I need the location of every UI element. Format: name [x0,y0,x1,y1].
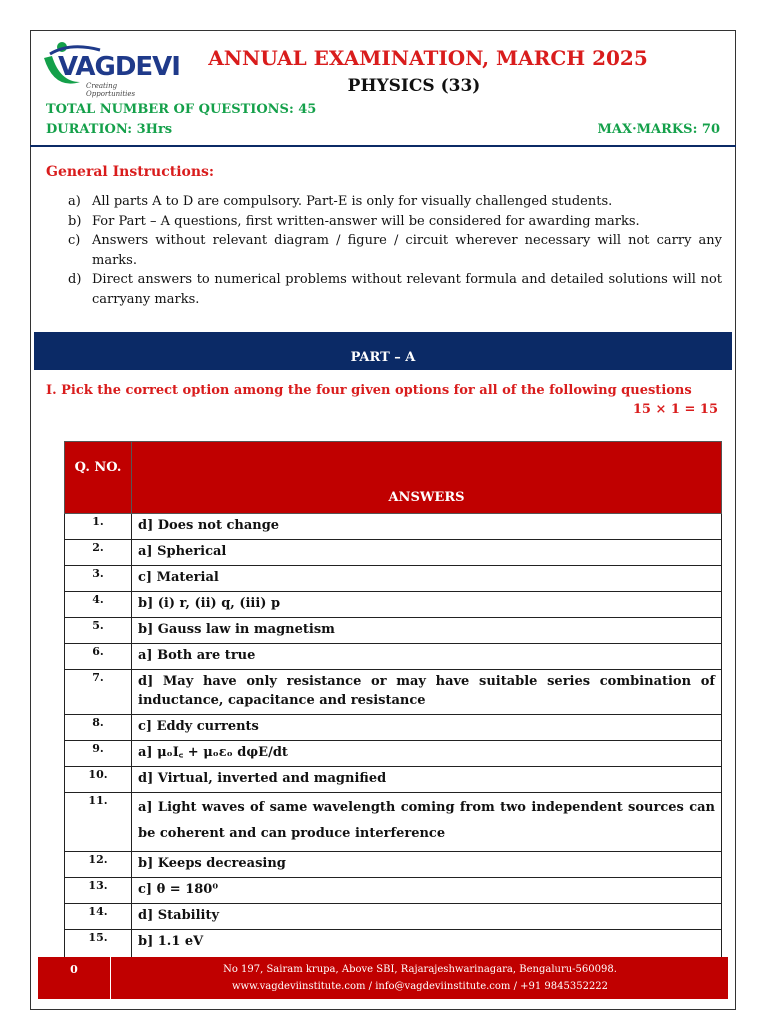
question-number: 11. [65,793,132,852]
page-number: 0 [38,957,111,999]
question-number: 4. [65,592,132,618]
instruction-letter: b) [68,213,82,229]
logo-text: VAGDEVI [58,52,180,82]
header-divider [30,145,736,147]
answer-cell: a] Both are true [132,644,722,670]
question-heading: I. Pick the correct option among the four given options for all of the following questions [46,383,692,398]
question-number: 9. [65,741,132,767]
answer-cell: c] θ = 180⁰ [132,878,722,904]
exam-title: ANNUAL EXAMINATION, MARCH 2025 [208,46,648,70]
instruction-item [46,270,722,309]
table-row [65,878,722,904]
question-number: 2. [65,540,132,566]
table-row [65,793,722,852]
question-number: 3. [65,566,132,592]
answer-cell: c] Material [132,566,722,592]
question-number: 7. [65,670,132,715]
question-number: 8. [65,715,132,741]
instruction-item [46,192,722,212]
question-number: 12. [65,852,132,878]
question-number: 5. [65,618,132,644]
answer-cell: b] Gauss law in magnetism [132,618,722,644]
question-number: 13. [65,878,132,904]
answer-cell: a] Light waves of same wavelength coming from two independent sources can be coherent and can produce interference [132,793,722,852]
answer-cell: d] Stability [132,904,722,930]
instruction-letter: c) [68,233,81,248]
answer-cell: b] (i) r, (ii) q, (iii) p [132,592,722,618]
table-row [65,566,722,592]
column-header-answers: ANSWERS [132,442,722,514]
logo-tagline: Creating Opportunities [86,82,136,98]
table-row [65,741,722,767]
instruction-letter: a) [68,194,81,209]
answer-cell: d] Virtual, inverted and magnified [132,767,722,793]
question-number: 14. [65,904,132,930]
table-row [65,540,722,566]
answer-cell: b] Keeps decreasing [132,852,722,878]
answers-table [64,441,722,962]
question-marks: 15 × 1 = 15 [632,402,718,417]
instructions-list [46,192,722,309]
table-row [65,618,722,644]
table-row [65,767,722,793]
column-header-qno: Q. NO. [65,442,132,514]
instruction-item [46,231,722,270]
instruction-item [46,212,722,232]
question-number: 10. [65,767,132,793]
table-row [65,670,722,715]
instruction-text: All parts A to D are compulsory. Part-E is only for visually challenged students. [92,194,613,209]
table-row [65,514,722,540]
instruction-text: Answers without relevant diagram / figure / circuit wherever necessary will not carry any marks. [92,233,722,268]
instructions-title: General Instructions: [46,164,215,180]
footer-address-block [112,961,728,995]
part-a-banner: PART – A [34,332,732,370]
page-footer [38,957,728,999]
answer-cell: b] 1.1 eV [132,930,722,962]
max-marks: MAX·MARKS: 70 [597,122,720,137]
table-row [65,644,722,670]
table-row [65,715,722,741]
question-number: 1. [65,514,132,540]
table-header-row [65,442,722,514]
subject-title: PHYSICS (33) [347,76,481,96]
table-row [65,592,722,618]
answer-cell: c] Eddy currents [132,715,722,741]
answer-cell: d] Does not change [132,514,722,540]
table-row [65,904,722,930]
instruction-text: For Part – A questions, first written-answer will be considered for awarding marks. [92,213,640,229]
instruction-letter: d) [68,272,82,287]
instruction-text: Direct answers to numerical problems without relevant formula and detailed solutions will not carryany marks. [92,272,722,307]
answer-cell: a] Spherical [132,540,722,566]
duration: DURATION: 3Hrs [46,122,173,137]
total-questions: TOTAL NUMBER OF QUESTIONS: 45 [46,102,317,117]
question-number: 15. [65,930,132,962]
footer-address: No 197, Sairam krupa, Above SBI, Rajarajeshwarinagara, Bengaluru-560098. [223,964,617,975]
footer-contact[interactable]: www.vagdeviinstitute.com / info@vagdeviinstitute.com / +91 9845352222 [231,981,609,992]
table-row [65,852,722,878]
answer-cell: d] May have only resistance or may have suitable series combination of inductance, capacitance and resistance [132,670,722,715]
answer-cell: a] μₒI꜀ + μₒεₒ dφE/dt [132,741,722,767]
question-number: 6. [65,644,132,670]
